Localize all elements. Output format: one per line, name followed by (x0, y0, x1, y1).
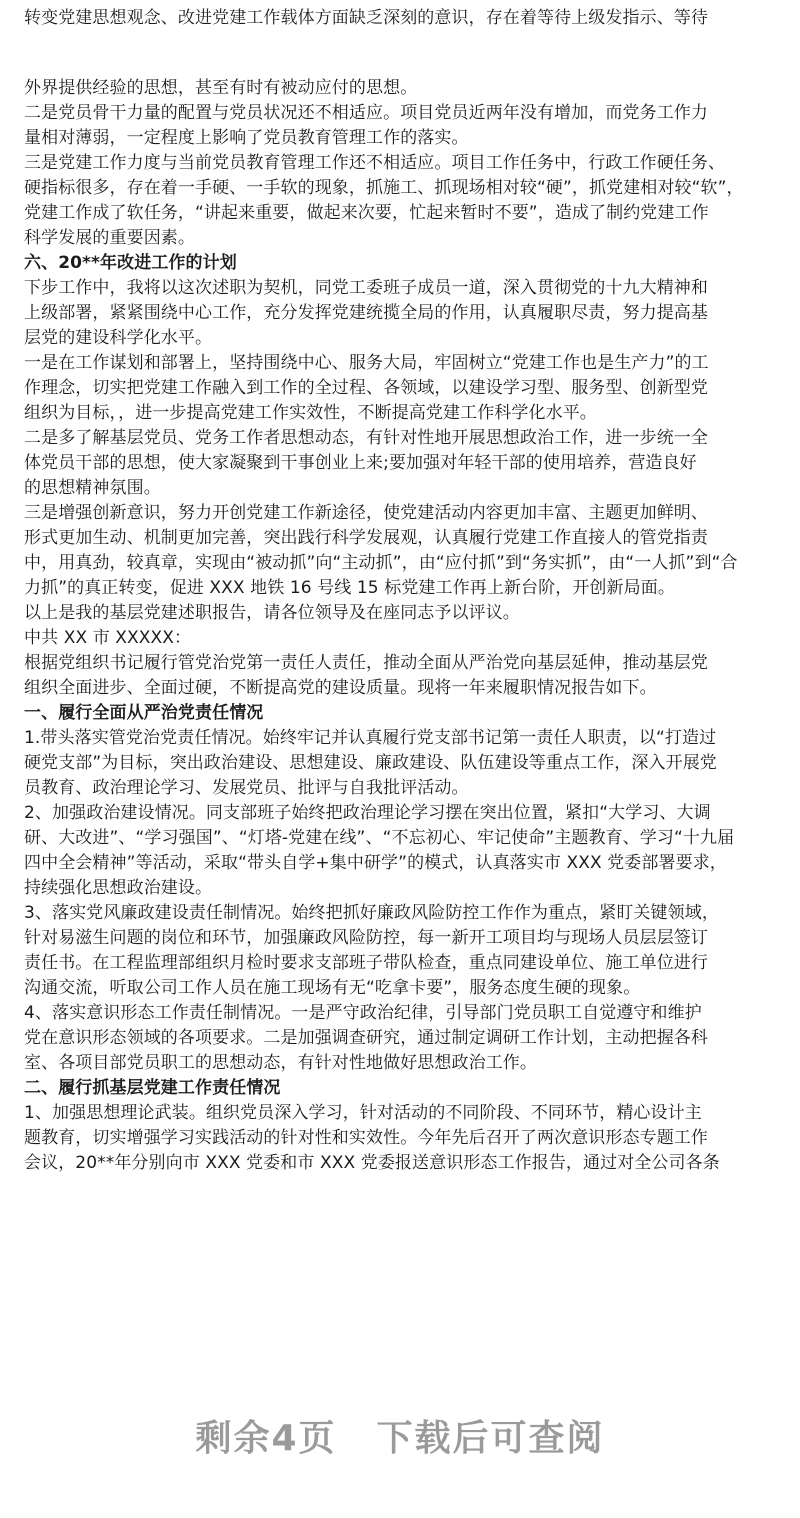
text-line: 4、落实意识形态工作责任制情况。一是严守政治纪律，引导部门党员职工自觉遵守和维护 (24, 1003, 702, 1023)
text-line: 二是党员骨干力量的配置与党员状况还不相适应。项目党员近两年没有增加，而党务工作力 (24, 103, 708, 123)
text-line: 会议，20**年分别向市 XXX 党委和市 XXX 党委报送意识形态工作报告，通过对全公司各条 (24, 1153, 720, 1173)
section-heading: 二、履行抓基层党建工作责任情况 (24, 1078, 281, 1098)
download-to-view-label: 下载后可查阅 (376, 1418, 605, 1459)
document-body (24, 0, 780, 1176)
text-line: 上级部署，紧紧围绕中心工作，充分发挥党建统揽全局的作用，认真履职尽责，努力提高基 (24, 303, 708, 323)
text-line: 组织全面进步、全面过硬，不断提高党的建设质量。现将一年来履职情况报告如下。 (24, 678, 657, 698)
text-line: 三是增强创新意识，努力开创党建工作新途径，使党建活动内容更加丰富、主题更加鲜明、 (24, 503, 708, 523)
remaining-pages-banner[interactable] (0, 1410, 800, 1461)
text-line: 三是党建工作力度与当前党员教育管理工作还不相适应。项目工作任务中，行政工作硬任务、 (24, 153, 726, 173)
text-line: 形式更加生动、机制更加完善，突出践行科学发展观，认真履行党建工作直接人的管党指责 (24, 528, 708, 548)
text-line: 中共 XX 市 XXXXX： (24, 628, 192, 648)
text-line: 下步工作中，我将以这次述职为契机，同党工委班子成员一道，深入贯彻党的十九大精神和 (24, 278, 708, 298)
text-line: 责任书。在工程监理部组织月检时要求支部班子带队检查，重点同建设单位、施工单位进行 (24, 953, 708, 973)
section-heading: 一、履行全面从严治党责任情况 (24, 703, 264, 723)
text-line: 针对易滋生问题的岗位和环节，加强廉政风险防控，每一新开工项目均与现场人员层层签订 (24, 928, 708, 948)
text-line: 一是在工作谋划和部署上，坚持围绕中心、服务大局，牢固树立“党建工作也是生产力”的工 (24, 353, 709, 373)
text-line: 持续强化思想政治建设。 (24, 878, 213, 898)
text-line: 研、大改进”、“学习强国”、“灯塔-党建在线”、“不忘初心、牢记使命”主题教育、学习“十九届 (24, 828, 735, 848)
text-line: 2、加强政治建设情况。同支部班子始终把政治理论学习摆在突出位置，紧扣“大学习、大调 (24, 803, 711, 823)
text-line: 题教育，切实增强学习实践活动的针对性和实效性。今年先后召开了两次意识形态专题工作 (24, 1128, 708, 1148)
text-line: 沟通交流，听取公司工作人员在施工现场有无“吃拿卡要”，服务态度生硬的现象。 (24, 978, 641, 998)
text-line: 3、落实党风廉政建设责任制情况。始终把抓好廉政风险防控工作作为重点，紧盯关键领域， (24, 903, 719, 923)
text-line: 硬党支部”为目标，突出政治建设、思想建设、廉政建设、队伍建设等重点工作，深入开展党 (24, 753, 717, 773)
text-line: 力抓”的真正转变，促进 XXX 地铁 16 号线 15 标党建工作再上新台阶，开创新局面。 (24, 578, 675, 598)
section-heading: 六、20**年改进工作的计划 (24, 253, 237, 273)
text-line: 层党的建设科学化水平。 (24, 328, 213, 348)
text-line: 四中全会精神”等活动，采取“带头自学+集中研学”的模式，认真落实市 XXX 党委部署要求， (24, 853, 727, 873)
text-line: 外界提供经验的思想，甚至有时有被动应付的思想。 (24, 78, 418, 98)
text-line: 室、各项目部党员职工的思想动态，有针对性地做好思想政治工作。 (24, 1053, 537, 1073)
text-line: 党在意识形态领域的各项要求。二是加强调查研究，通过制定调研工作计划，主动把握各科 (24, 1028, 708, 1048)
text-line: 1.带头落实管党治党责任情况。始终牢记并认真履行党支部书记第一责任人职责，以“打造过 (24, 728, 717, 748)
text-line: 中，用真劲，较真章，实现由“被动抓”向“主动抓”，由“应付抓”到“务实抓”，由“一人抓”到“合 (24, 553, 738, 573)
text-line: 组织为目标，，进一步提高党建工作实效性，不断提高党建工作科学化水平。 (24, 403, 597, 423)
remaining-pages-label: 剩余4页 (195, 1418, 337, 1459)
text-line: 1、加强思想理论武装。组织党员深入学习，针对活动的不同阶段、不同环节，精心设计主 (24, 1103, 702, 1123)
text-line: 转变党建思想观念、改进党建工作载体方面缺乏深刻的意识，存在着等待上级发指示、等待 (24, 8, 708, 28)
text-line: 硬指标很多，存在着一手硬、一手软的现象，抓施工、抓现场相对较“硬”，抓党建相对较“软”， (24, 178, 744, 198)
text-line: 二是多了解基层党员、党务工作者思想动态，有针对性地开展思想政治工作，进一步统一全 (24, 428, 708, 448)
text-line: 作理念，切实把党建工作融入到工作的全过程、各领域，以建设学习型、服务型、创新型党 (24, 378, 708, 398)
text-line: 党建工作成了软任务，“讲起来重要，做起来次要，忙起来暂时不要”，造成了制约党建工作 (24, 203, 709, 223)
text-line: 体党员干部的思想，使大家凝聚到干事创业上来;要加强对年轻干部的使用培养，营造良好 (24, 453, 697, 473)
text-line: 量相对薄弱，一定程度上影响了党员教育管理工作的落实。 (24, 128, 469, 148)
text-line: 员教育、政治理论学习、发展党员、批评与自我批评活动。 (24, 778, 469, 798)
text-line: 的思想精神氛围。 (24, 478, 161, 498)
text-line: 科学发展的重要因素。 (24, 228, 195, 248)
text-line: 以上是我的基层党建述职报告，请各位领导及在座同志予以评议。 (24, 603, 520, 623)
text-line: 根据党组织书记履行管党治党第一责任人责任，推动全面从严治党向基层延伸，推动基层党 (24, 653, 708, 673)
